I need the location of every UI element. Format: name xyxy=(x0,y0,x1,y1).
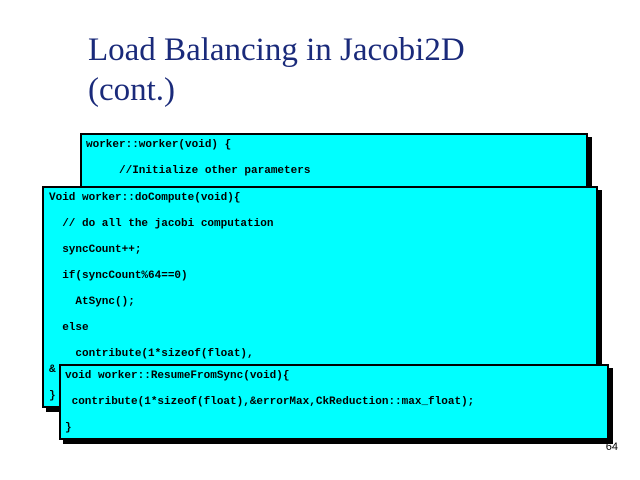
slide-title-line-1: Load Balancing in Jacobi2D xyxy=(88,32,465,68)
code-line: } xyxy=(65,422,72,434)
code-line: Void worker::doCompute(void){ xyxy=(49,192,241,204)
code-line: // do all the jacobi computation xyxy=(49,218,274,230)
code-line: void worker::ResumeFromSync(void){ xyxy=(65,370,290,382)
code-box-worker-constructor xyxy=(80,133,588,191)
code-line: //Initialize other parameters xyxy=(86,165,311,177)
slide-title xyxy=(88,30,608,110)
page-number: 64 xyxy=(605,441,618,453)
slide-title-line-2: (cont.) xyxy=(88,72,176,108)
code-line: & xyxy=(49,364,56,376)
code-line: worker::worker(void) { xyxy=(86,139,232,151)
code-line: else xyxy=(49,322,89,334)
code-line: AtSync(); xyxy=(49,296,135,308)
code-line: } xyxy=(49,390,56,402)
code-line: syncCount++; xyxy=(49,244,142,256)
code-line: if(syncCount%64==0) xyxy=(49,270,188,282)
code-box-resume-from-sync xyxy=(59,364,609,440)
code-line: contribute(1*sizeof(float),&errorMax,CkReduction::max_float); xyxy=(65,396,475,408)
code-line: contribute(1*sizeof(float), xyxy=(49,348,254,360)
